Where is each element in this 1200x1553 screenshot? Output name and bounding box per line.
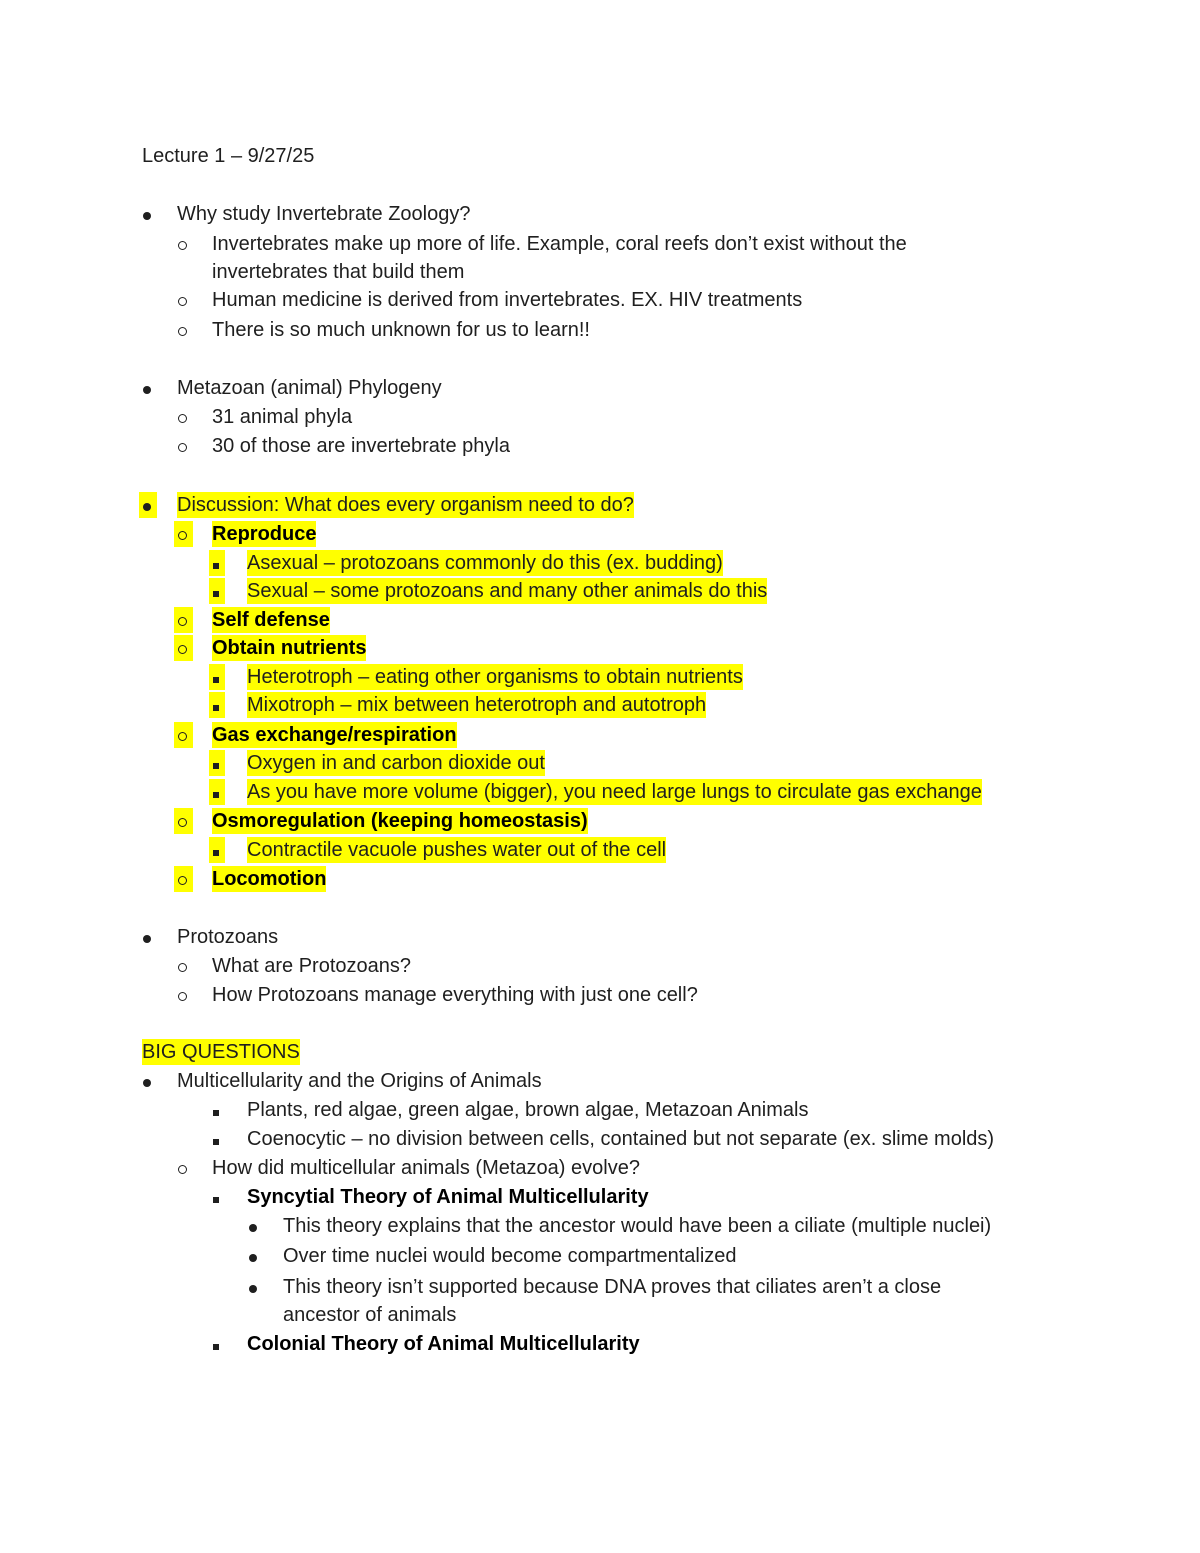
bullet-icon <box>143 1079 151 1087</box>
bullet-icon <box>143 212 151 220</box>
bullet-icon <box>249 1254 257 1262</box>
lecture-title: Lecture 1 – 9/27/25 <box>142 145 315 167</box>
bullet-icon <box>143 386 151 394</box>
square-bullet-icon <box>213 1197 219 1203</box>
circle-bullet-icon <box>178 876 187 885</box>
bullet-icon <box>249 1224 257 1232</box>
circle-bullet-icon <box>178 1165 187 1174</box>
bullet-icon <box>143 503 151 511</box>
circle-bullet-icon <box>178 327 187 336</box>
square-bullet-icon <box>213 792 219 798</box>
circle-bullet-icon <box>178 732 187 741</box>
circle-bullet-icon <box>178 818 187 827</box>
square-bullet-icon <box>213 1110 219 1116</box>
square-bullet-icon <box>213 850 219 856</box>
circle-bullet-icon <box>178 992 187 1001</box>
big-questions-heading: BIG QUESTIONS <box>142 1041 300 1063</box>
square-bullet-icon <box>213 677 219 683</box>
square-bullet-icon <box>213 563 219 569</box>
square-bullet-icon <box>213 1139 219 1145</box>
circle-bullet-icon <box>178 241 187 250</box>
bullet-icon <box>143 935 151 943</box>
circle-bullet-icon <box>178 531 187 540</box>
square-bullet-icon <box>213 705 219 711</box>
circle-bullet-icon <box>178 617 187 626</box>
circle-bullet-icon <box>178 645 187 654</box>
bullet-icon <box>249 1285 257 1293</box>
square-bullet-icon <box>213 591 219 597</box>
circle-bullet-icon <box>178 297 187 306</box>
square-bullet-icon <box>213 763 219 769</box>
square-bullet-icon <box>213 1344 219 1350</box>
circle-bullet-icon <box>178 963 187 972</box>
circle-bullet-icon <box>178 414 187 423</box>
document-page: Lecture 1 – 9/27/25 Why study Invertebrate Zoology? Invertebrates make up more of life. Example, coral reefs don’t exist without the invertebrates that build them Human medicine is derived from invertebrates. EX. HIV treatments There is so much unknown for us to learn!! Metazoan (animal) Phylogeny 31 animal phyla 30 of those are invertebrate phyla Discussion: What does every organism need to do? Reproduce Asexual – protozoans commonly do this (ex. budding) Sexual – some protozoans and many other animals do this Self defense Obtain nutrients Heterotroph – eating other organisms to obtain nutrients Mixotroph – mix between heterotroph and autotroph Gas exchange/respiration Oxygen in and carbon dioxide out As you have more volume (bigger), you need large lungs to circulate gas exchange Osmoregulation (keeping homeostasis) Contractile vacuole pushes water out of the cell Locomotion Protozoans What are Protozoans? How Protozoans manage everything with just one cell? BIG QUESTIONS Multicellularity and the Origins of Animals Plants, red algae, green algae, brown algae, Metazoan Animals Coenocytic – no division between cells, contained but not separate (ex. slime molds) How did multicellular animals (Metazoa) evolve? Syncytial Theory of Animal Multicellularity This theory explains that the ancestor would have been a ciliate (multiple nuclei) Over time nuclei would become compartmentalized This theory isn’t supported because DNA proves that ciliates aren’t a close ancestor of animals Colonial Theory of Animal Multicellularity <box>0 0 1200 1553</box>
circle-bullet-icon <box>178 443 187 452</box>
